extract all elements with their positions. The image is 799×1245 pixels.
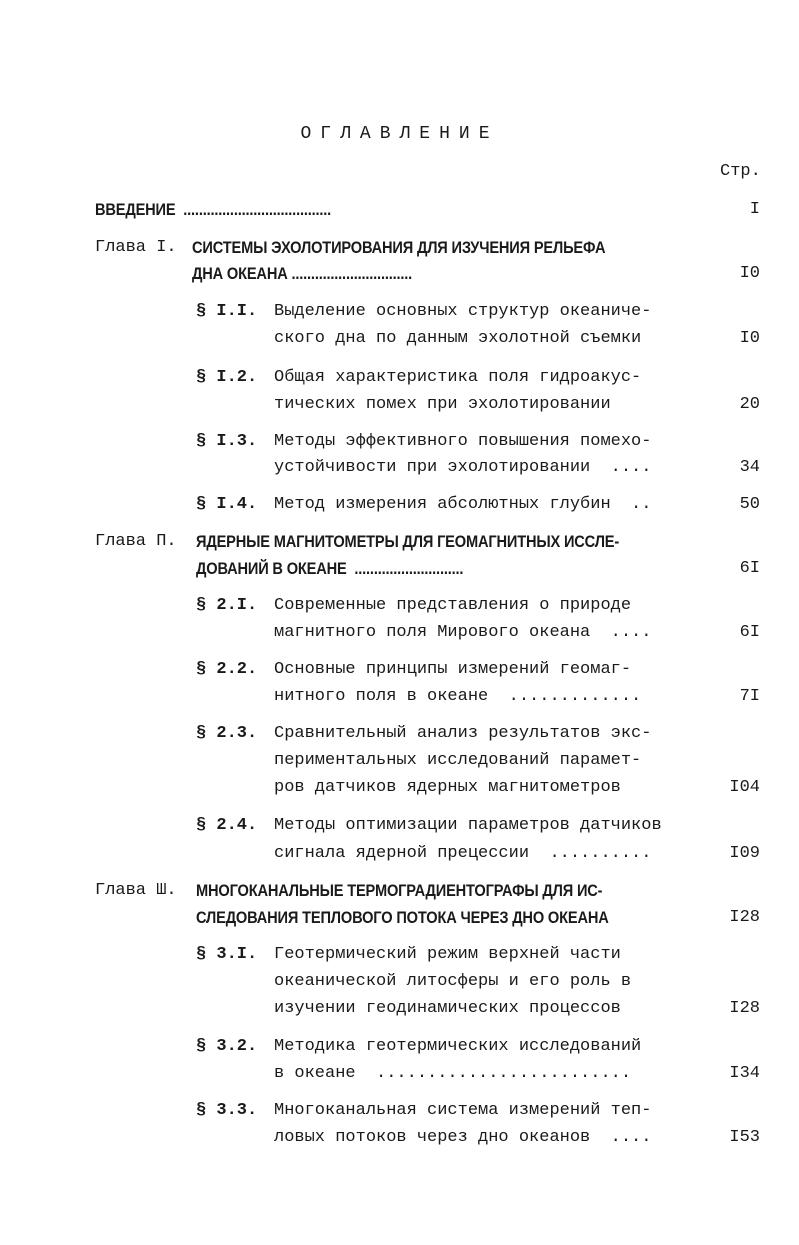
section-title-line: Геотермический режим верхней части bbox=[274, 945, 621, 964]
page-number: I bbox=[749, 200, 760, 219]
chapter-label: Глава Ш. bbox=[95, 881, 177, 900]
section-title-line: Сравнительный анализ результатов экс- bbox=[274, 724, 652, 743]
page-number: I0 bbox=[739, 329, 760, 348]
page-number: I04 bbox=[729, 778, 760, 797]
section-title-line: Многоканальная система измерений теп- bbox=[274, 1101, 652, 1120]
section-label: § 2.I. bbox=[196, 596, 258, 615]
section-label: § 3.I. bbox=[196, 945, 258, 964]
toc-title: ОГЛАВЛЕНИЕ bbox=[300, 124, 499, 144]
section-title-line: Методы эффективного повышения помехо- bbox=[274, 432, 652, 451]
section-title-line: тических помех при эхолотировании bbox=[274, 395, 611, 414]
page-number: 20 bbox=[739, 395, 760, 414]
section-label: § 2.2. bbox=[196, 660, 258, 679]
section-label: § 2.4. bbox=[196, 816, 258, 835]
page-number: I53 bbox=[729, 1128, 760, 1147]
chapter-label: Глава П. bbox=[95, 532, 177, 551]
section-label: § 3.2. bbox=[196, 1037, 258, 1056]
page-number: I0 bbox=[739, 264, 760, 283]
section-title-line: сигнала ядерной прецессии .......... bbox=[274, 844, 652, 863]
page-number: I28 bbox=[729, 999, 760, 1018]
section-title-line: магнитного поля Мирового океана .... bbox=[274, 623, 652, 642]
section-title-line: Методы оптимизации параметров датчиков bbox=[274, 816, 662, 835]
section-title-line: устойчивости при эхолотировании .... bbox=[274, 458, 652, 477]
page-number: I28 bbox=[729, 908, 760, 927]
chapter-title-line: МНОГОКАНАЛЬНЫЕ ТЕРМОГРАДИЕНТОГРАФЫ ДЛЯ ИС- bbox=[196, 881, 603, 900]
section-title-line: Современные представления о природе bbox=[274, 596, 632, 615]
section-label: § 3.3. bbox=[196, 1101, 258, 1120]
section-label: § I.I. bbox=[196, 302, 258, 321]
section-title-line: ров датчиков ядерных магнитометров bbox=[274, 778, 621, 797]
page-number: 6I bbox=[739, 623, 760, 642]
section-title-line: Метод измерения абсолютных глубин .. bbox=[274, 495, 652, 514]
page-number: I09 bbox=[729, 844, 760, 863]
chapter-title-line: ДОВАНИЙ В ОКЕАНЕ ............................ bbox=[196, 559, 464, 578]
section-label: § I.3. bbox=[196, 432, 258, 451]
section-label: § 2.3. bbox=[196, 724, 258, 743]
chapter-title-line: ДНА ОКЕАНА ............................... bbox=[192, 264, 413, 283]
page-number: I34 bbox=[729, 1064, 760, 1083]
chapter-title-line: ЯДЕРНЫЕ МАГНИТОМЕТРЫ ДЛЯ ГЕОМАГНИТНЫХ ИССЛЕ- bbox=[196, 532, 620, 551]
page-number: 6I bbox=[739, 559, 760, 578]
section-title-line: ловых потоков через дно океанов .... bbox=[274, 1128, 652, 1147]
section-title-line: Выделение основных структур океаниче- bbox=[274, 302, 652, 321]
section-title-line: изучении геодинамических процессов bbox=[274, 999, 621, 1018]
section-title-line: Методика геотермических исследований bbox=[274, 1037, 642, 1056]
toc-entry-intro: ВВЕДЕНИЕ ...................................... bbox=[95, 200, 332, 219]
section-title-line: периментальных исследований парамет- bbox=[274, 751, 642, 770]
section-title-line: в океане ......................... bbox=[274, 1064, 632, 1083]
page-column-header: Стр. bbox=[720, 162, 761, 181]
section-title-line: ского дна по данным эхолотной съемки bbox=[274, 329, 642, 348]
section-label: § I.2. bbox=[196, 368, 258, 387]
page-number: 34 bbox=[739, 458, 760, 477]
section-title-line: Общая характеристика поля гидроакус- bbox=[274, 368, 642, 387]
chapter-title-line: СЛЕДОВАНИЯ ТЕПЛОВОГО ПОТОКА ЧЕРЕЗ ДНО ОКЕАНА bbox=[196, 908, 609, 927]
chapter-label: Глава I. bbox=[95, 238, 177, 257]
chapter-title-line: СИСТЕМЫ ЭХОЛОТИРОВАНИЯ ДЛЯ ИЗУЧЕНИЯ РЕЛЬЕФА bbox=[192, 238, 606, 257]
page-number: 50 bbox=[739, 495, 760, 514]
section-title-line: нитного поля в океане ............. bbox=[274, 687, 642, 706]
section-title-line: океанической литосферы и его роль в bbox=[274, 972, 632, 991]
section-title-line: Основные принципы измерений геомаг- bbox=[274, 660, 632, 679]
page-number: 7I bbox=[739, 687, 760, 706]
section-label: § I.4. bbox=[196, 495, 258, 514]
